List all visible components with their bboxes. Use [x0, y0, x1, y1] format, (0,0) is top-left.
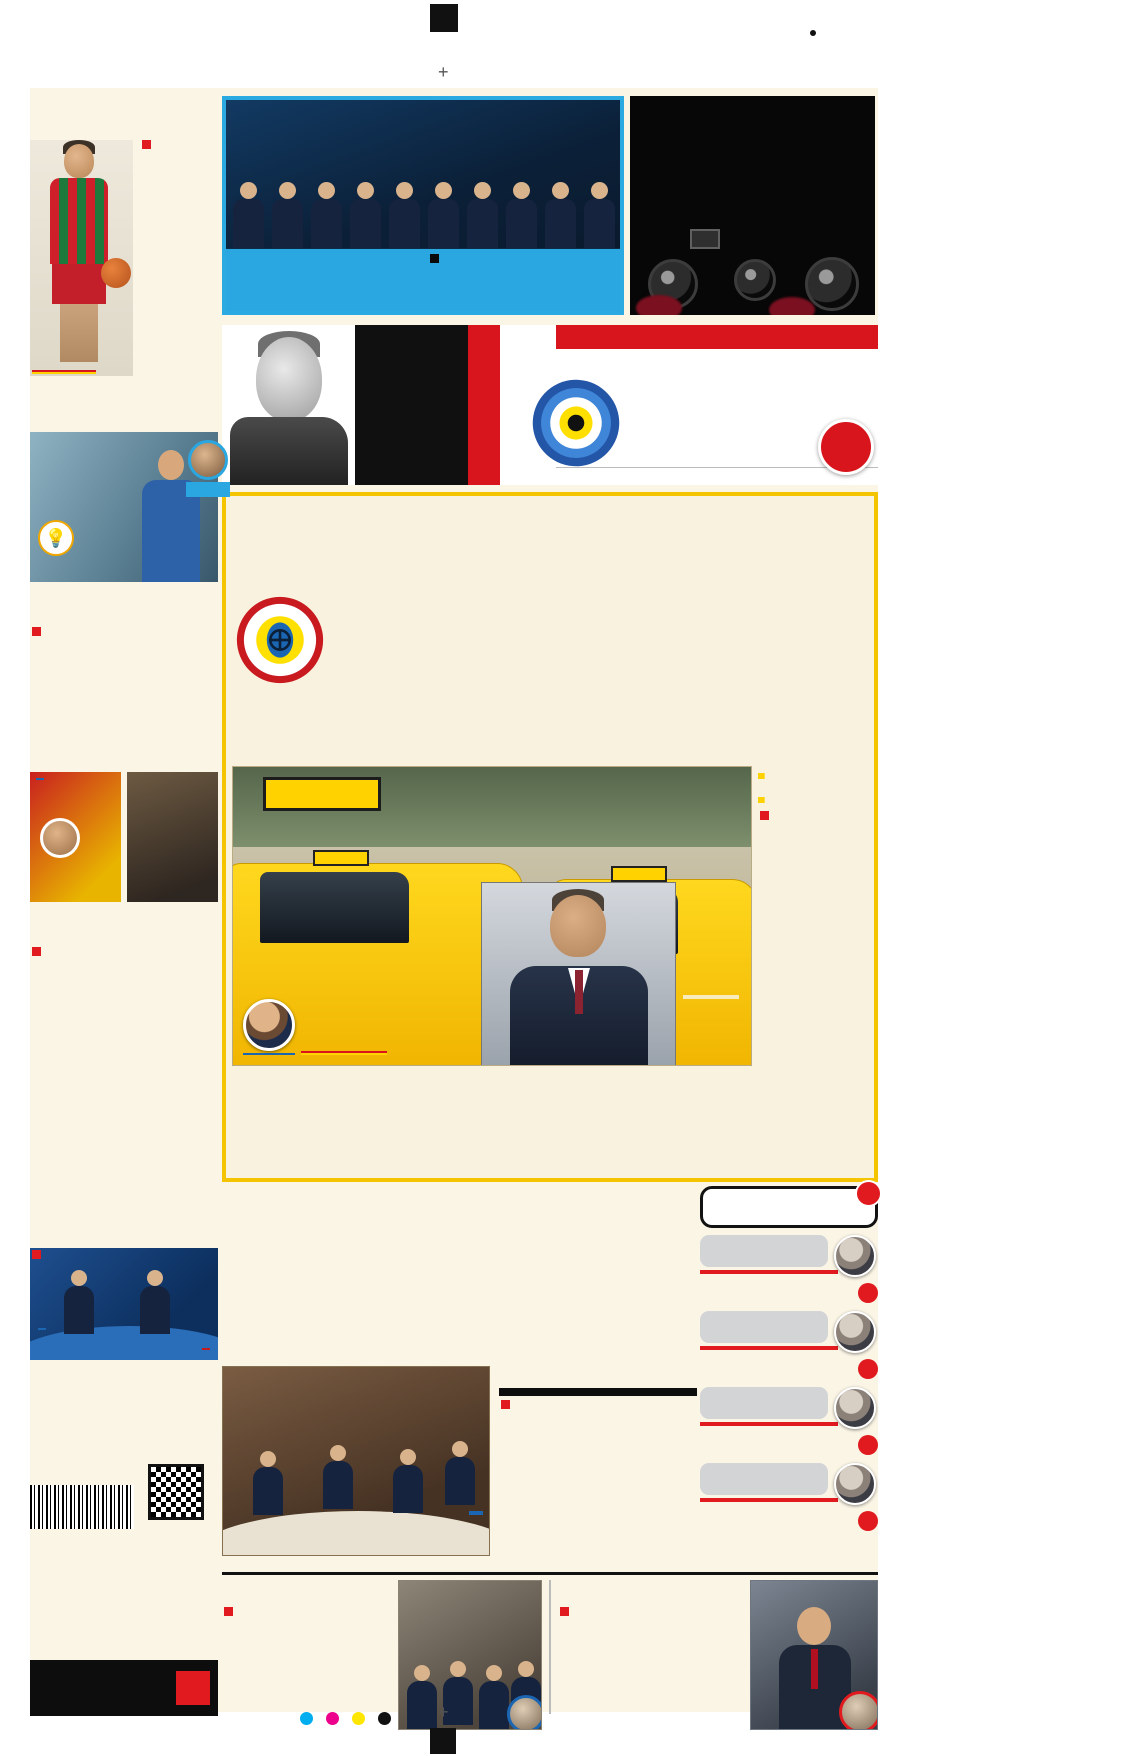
qr-code: [148, 1464, 204, 1520]
black-dot: [378, 1712, 391, 1725]
column-title: [700, 1387, 828, 1419]
badge-tag: [301, 1053, 387, 1055]
kaf-body-wrap: [30, 138, 218, 152]
page-marker-square: [32, 627, 41, 636]
columnist-email[interactable]: [700, 1346, 838, 1350]
firtina-page-badge: [855, 1180, 882, 1207]
magenta-dot: [326, 1712, 339, 1725]
muhtar-headline: [40, 1666, 170, 1688]
cmyk-registration-dots: [300, 1712, 391, 1725]
columnist-avatar: [834, 1311, 876, 1353]
avatar: [40, 818, 80, 858]
vali-story: [222, 1182, 697, 1572]
columnist-avatar: [834, 1463, 876, 1505]
muhtar-page-badge: [176, 1671, 210, 1705]
panel-col2: [428, 254, 612, 306]
basketball-icon: [101, 258, 131, 288]
tv-person-1: [64, 1286, 94, 1334]
panel-col1: [234, 254, 418, 306]
basketball-player-photo: [30, 140, 133, 376]
engel-article: [30, 590, 218, 640]
panel-body: [226, 249, 620, 311]
reporter-badge-group: [243, 999, 387, 1055]
badge-tag: [32, 372, 96, 374]
photo-person: [323, 1461, 353, 1509]
photo-person: [407, 1681, 437, 1729]
muhtar-box: [30, 1660, 218, 1716]
columnist-card: [700, 1235, 878, 1304]
bassavci-body: [222, 1607, 392, 1620]
columnist-page-badge: [858, 1359, 878, 1379]
page-marker-square: [32, 947, 41, 956]
section2-body: [758, 811, 876, 822]
reporter-avatar: [243, 999, 295, 1051]
player-shorts: [52, 264, 106, 304]
taksi-sign: [263, 777, 381, 811]
columnist-email[interactable]: [700, 1422, 838, 1426]
player-head: [64, 144, 94, 178]
sorunlar-box: [499, 1388, 697, 1412]
tv-desk: [30, 1326, 218, 1360]
gazeteciler-gunu-box: [630, 96, 875, 315]
ozgur-yavuz-photo: [127, 772, 218, 902]
birlik-body: [558, 1607, 744, 1620]
columnist-card: [700, 1311, 878, 1380]
player-jersey: [50, 178, 108, 264]
columnist-card: [700, 1463, 878, 1532]
media-panel-article: [222, 96, 624, 315]
bassavci-story: [222, 1580, 542, 1730]
column-title: [700, 1235, 828, 1267]
taxi-roof-sign: [611, 866, 667, 882]
page-marker-square: [430, 254, 439, 263]
erkan-ozkan-portrait: [481, 882, 676, 1066]
taxi-photo: [232, 766, 752, 1066]
reel-akademi-photo: [30, 1248, 218, 1360]
group-photo-people: [232, 182, 620, 248]
engel-headline: [30, 590, 218, 620]
cyan-dot: [300, 1712, 313, 1725]
photo-person: [479, 1681, 509, 1729]
margin-columnist-avatar: [188, 440, 228, 480]
hand-shape: [636, 295, 682, 315]
barcode: [30, 1485, 134, 1529]
columnist-email[interactable]: [700, 1498, 838, 1502]
kaf-headline: [30, 100, 218, 132]
player-legs: [60, 304, 98, 362]
camera-flash-icon: [690, 229, 720, 249]
page-marker-square: [501, 1400, 510, 1409]
columnist-page-badge: [858, 1283, 878, 1303]
camera-lens-icon: [805, 257, 859, 311]
section2-title: [758, 797, 765, 803]
masthead-title-area: [500, 325, 878, 485]
photo-person: [393, 1465, 423, 1513]
sorunlar-title: [499, 1388, 697, 1396]
price-badge: [818, 419, 874, 475]
sidebar-kaf-article: [30, 100, 218, 378]
photo-badge: [507, 1695, 542, 1730]
columnist-card: [700, 1387, 878, 1456]
lead-right-column: [758, 766, 876, 828]
kalp-article: [30, 908, 218, 960]
ataturk-portrait: [222, 325, 355, 485]
bottom-rule: [222, 1572, 878, 1575]
soforler-odasi-emblem: [236, 596, 324, 684]
photo-person: [253, 1467, 283, 1515]
kofuncu-headline: [30, 1218, 218, 1245]
column-title: [700, 1463, 828, 1495]
columnist-page-badge: [858, 1435, 878, 1455]
photo-badge: [839, 1691, 878, 1730]
taxi-photo-caption: [683, 995, 739, 999]
firtina-rail: [700, 1186, 878, 1532]
masthead-tagline: [556, 325, 878, 349]
reporter-name: [243, 1053, 295, 1055]
crop-mark-top: +: [438, 62, 449, 82]
page-marker-square: [760, 811, 769, 820]
kalp-body: [30, 946, 218, 960]
nihat-ak-label: [36, 778, 44, 780]
tv-tag-nihat: [38, 1328, 46, 1330]
kofuncu-body: [30, 1250, 218, 1263]
registration-dot: [810, 30, 816, 36]
kalp-headline: [30, 908, 218, 940]
page-marker-square: [224, 1607, 233, 1616]
masthead: [222, 325, 878, 485]
margin-columnist-banner: [186, 482, 230, 497]
column-title: [700, 1311, 828, 1343]
akp-lightbulb-icon: 💡: [38, 520, 74, 556]
nazar-eye-logo: [524, 371, 628, 475]
dogruyol-photo: [750, 1580, 878, 1730]
kalp-photos: [30, 772, 218, 902]
columnist-avatar: [834, 1235, 876, 1277]
nihat-ak-photo: [30, 772, 121, 902]
panel-group-photo: [226, 100, 620, 248]
registration-black-square-top: [430, 4, 458, 32]
dinner-table: [222, 1511, 490, 1556]
vali-photo: [222, 1366, 490, 1556]
page-marker-square: [142, 140, 151, 149]
ozel-badge: [32, 370, 96, 374]
bottom-divider: [549, 1580, 551, 1714]
section1-title: [758, 773, 765, 779]
tv-person-2: [140, 1286, 170, 1334]
columnist-page-badge: [858, 1511, 878, 1531]
ozel-haber-badge: [301, 1051, 387, 1055]
crop-mark-bottom: +: [438, 1702, 449, 1722]
yil-strip: [468, 325, 500, 485]
taxi-roof-sign: [313, 850, 369, 866]
firtina-headline: [700, 1186, 878, 1228]
yellow-dot: [352, 1712, 365, 1725]
birlik-story: [558, 1580, 878, 1730]
photo-person: [445, 1457, 475, 1505]
vali-caption: [469, 1511, 483, 1515]
page-marker-square: [32, 1250, 41, 1259]
page-marker-square: [560, 1607, 569, 1616]
reporter-avatar-wrap: [243, 999, 295, 1055]
issn-block: [30, 1462, 218, 1572]
tv-tag-osman: [202, 1348, 210, 1350]
lead-story: [222, 492, 878, 1182]
ege-logo-block: [355, 325, 468, 485]
columnist-email[interactable]: [700, 1270, 838, 1274]
engel-body: [30, 626, 218, 640]
kofuncu-article: [30, 1218, 218, 1263]
registration-black-square-bottom: [430, 1728, 456, 1754]
sorunlar-body: [499, 1400, 697, 1412]
columnist-avatar: [834, 1387, 876, 1429]
bassavci-photo: [398, 1580, 542, 1730]
hand-shape: [769, 297, 815, 315]
camera-lens-icon: [734, 259, 776, 301]
